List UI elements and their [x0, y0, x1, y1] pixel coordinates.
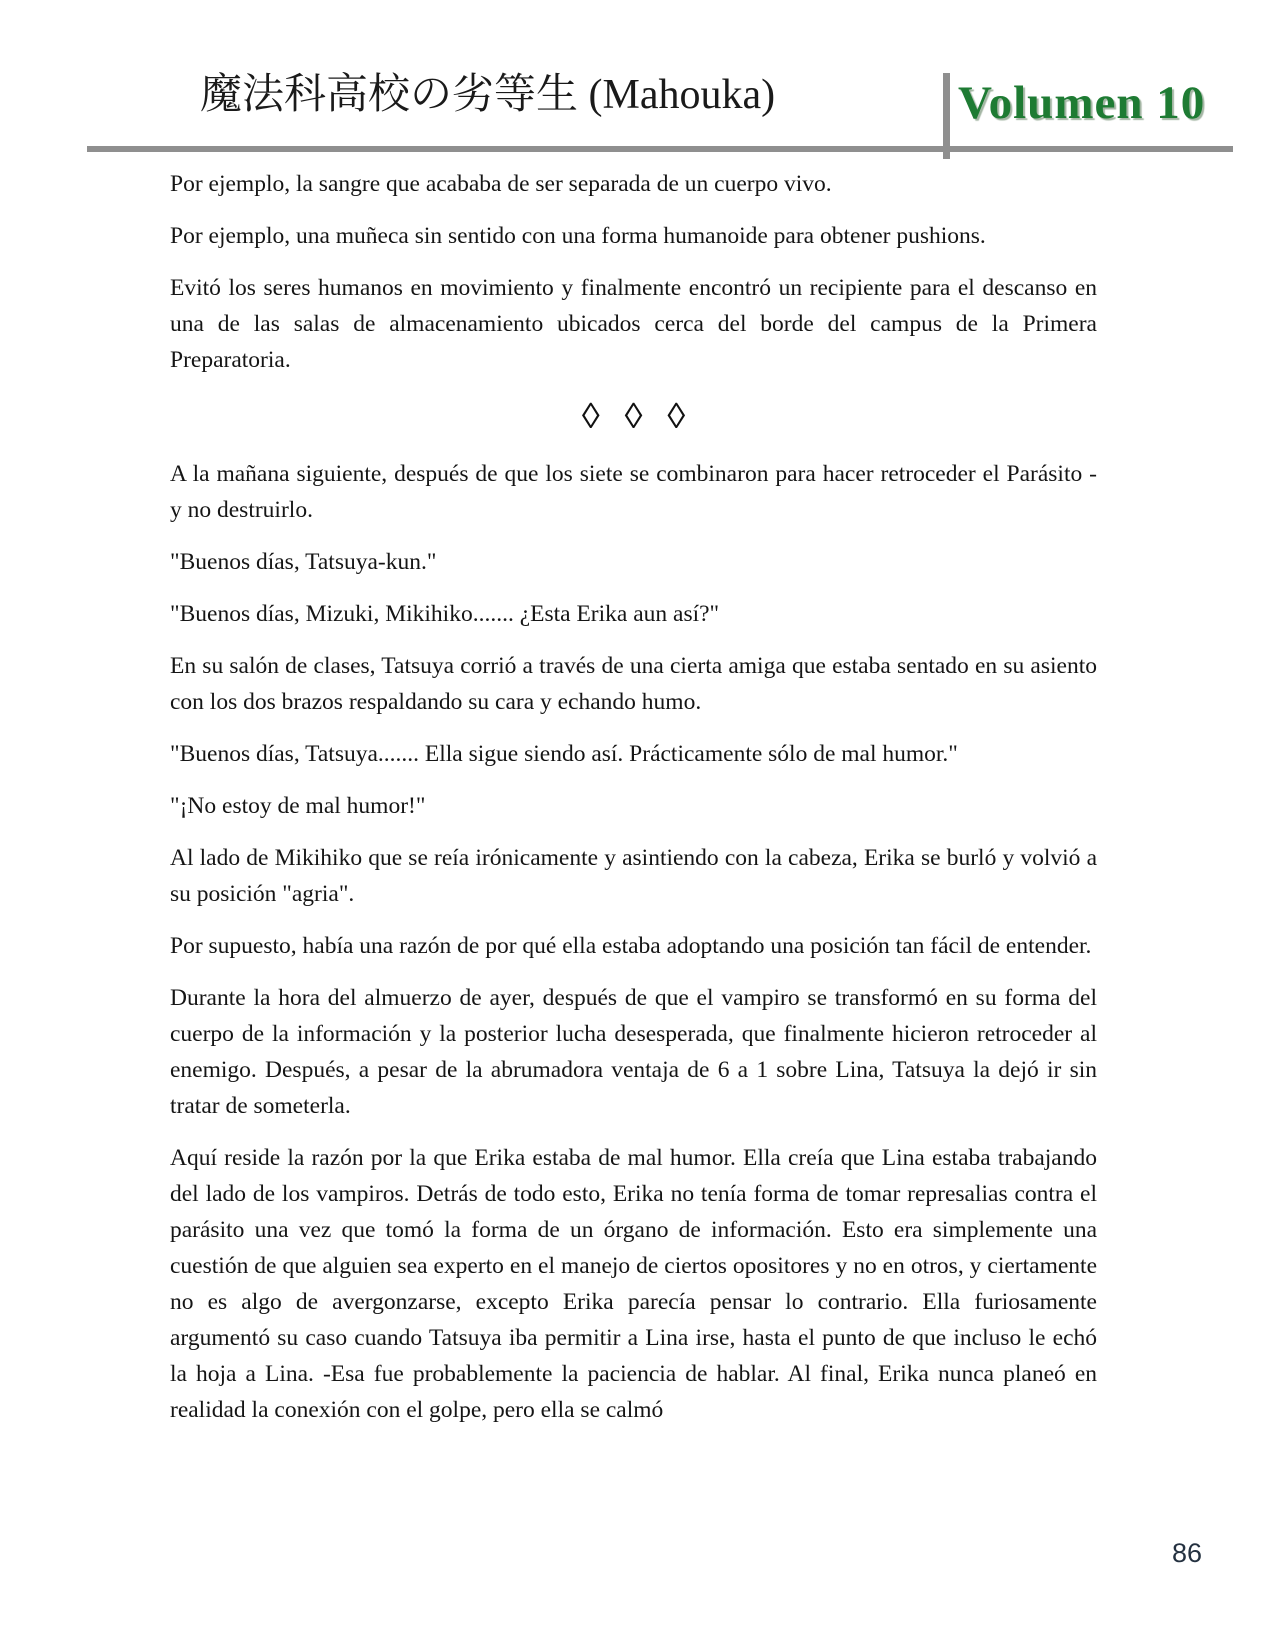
paragraph: Al lado de Mikihiko que se reía irónicamente y asintiendo con la cabeza, Erika se burló y volvió a su posición "agria".	[170, 845, 1097, 907]
header-rule	[87, 146, 1233, 152]
paragraph: Evitó los seres humanos en movimiento y finalmente encontró un recipiente para el descanso en una de las salas de almacenamiento ubicados cerca del borde del campus de la Primera Preparatoria.	[170, 275, 1097, 373]
page-number: 86	[1172, 1538, 1203, 1568]
paragraph: A la mañana siguiente, después de que los siete se combinaron para hacer retroceder el Parásito - y no destruirlo.	[170, 461, 1097, 523]
scene-break-diamonds: ◊ ◊ ◊	[581, 396, 686, 436]
paragraph: "¡No estoy de mal humor!"	[170, 793, 426, 819]
paragraph: Aquí reside la razón por la que Erika estaba de mal humor. Ella creía que Lina estaba trabajando del lado de los vampiros. Detrás de todo esto, Erika no tenía forma de tomar represalias contra el parásito una vez que tomó la forma de un órgano de información. Esto era simplemente una cuestión de que alguien sea experto en el manejo de ciertos opositores y no en otros, y ciertamente no es algo de avergonzarse, excepto Erika parecía pensar lo contrario. Ella furiosamente argumentó su caso cuando Tatsuya iba permitir a Lina irse, hasta el punto de que incluso le echó la hoja a Lina. -Esa fue probablemente la paciencia de hablar. Al final, Erika nunca planeó en realidad la conexión con el golpe, pero ella se calmó	[170, 1145, 1097, 1423]
paragraph: "Buenos días, Tatsuya....... Ella sigue siendo así. Prácticamente sólo de mal humor."	[170, 741, 958, 767]
page-body	[170, 166, 1097, 1444]
page-title: 魔法科高校の劣等生 (Mahouka)	[200, 72, 776, 118]
volume-label: Volumen 10	[958, 77, 1206, 129]
paragraph: "Buenos días, Mizuki, Mikihiko....... ¿Esta Erika aun así?"	[170, 601, 720, 627]
paragraph: Por ejemplo, la sangre que acababa de ser separada de un cuerpo vivo.	[170, 171, 832, 197]
paragraph: Por supuesto, había una razón de por qué ella estaba adoptando una posición tan fácil de entender.	[170, 933, 1092, 959]
paragraph: Durante la hora del almuerzo de ayer, después de que el vampiro se transformó en su forma del cuerpo de la información y la posterior lucha desesperada, que finalmente hicieron retroceder al enemigo. Después, a pesar de la abrumadora ventaja de 6 a 1 sobre Lina, Tatsuya la dejó ir sin tratar de someterla.	[170, 985, 1097, 1119]
paragraph: En su salón de clases, Tatsuya corrió a través de una cierta amiga que estaba sentado en su asiento con los dos brazos respaldando su cara y echando humo.	[170, 653, 1097, 715]
paragraph: "Buenos días, Tatsuya-kun."	[170, 549, 437, 575]
paragraph: Por ejemplo, una muñeca sin sentido con una forma humanoide para obtener pushions.	[170, 223, 986, 249]
